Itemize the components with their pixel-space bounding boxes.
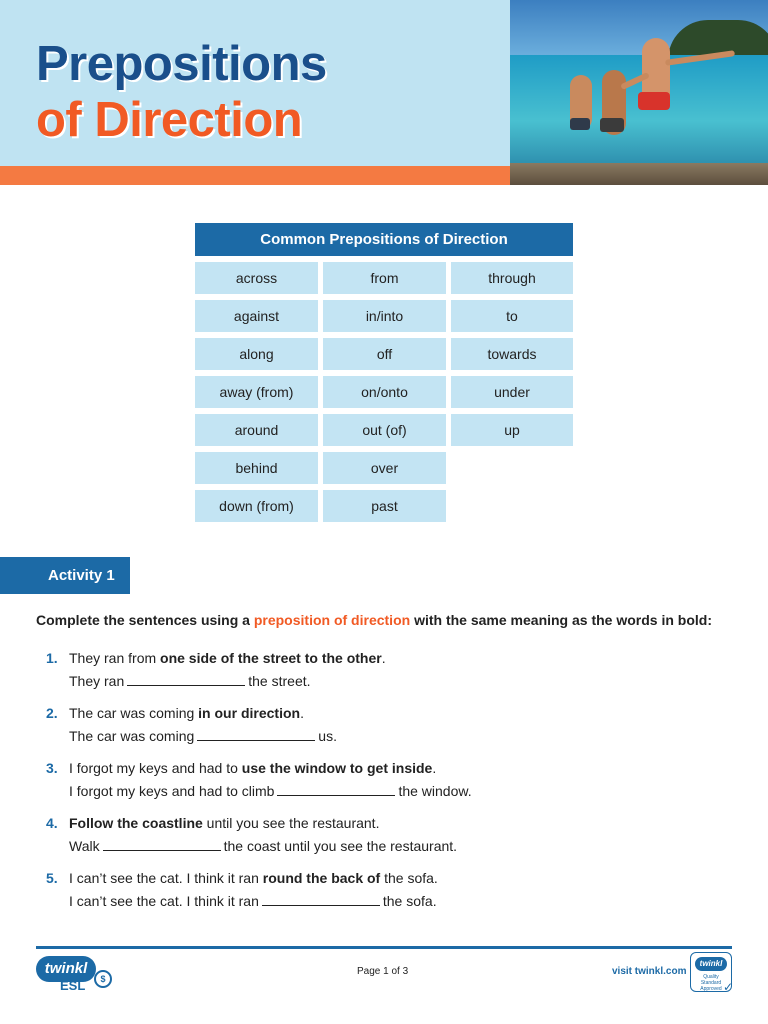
table-cell: off [323, 338, 446, 370]
table-cell: on/onto [323, 376, 446, 408]
prompt-text: The car was coming [69, 705, 199, 721]
question-prompt [69, 760, 436, 776]
instructions-text: with the same meaning as the words in bold: [410, 612, 713, 628]
question-number: 5. [46, 870, 58, 886]
page-number: Page 1 of 3 [357, 966, 409, 977]
photo-red-shorts [638, 92, 670, 110]
table-cell: behind [195, 452, 318, 484]
answer-blank[interactable] [103, 838, 221, 851]
table-cell: against [195, 300, 318, 332]
prompt-bold-phrase: Follow the coastline [69, 815, 203, 831]
prompt-text: . [300, 705, 304, 721]
table-cell: across [195, 262, 318, 294]
logo-circle-icon: $ [94, 970, 112, 988]
photo-dark-shorts [600, 118, 624, 132]
photo-navy-shorts [570, 118, 590, 130]
prompt-text: I forgot my keys and had to [69, 760, 242, 776]
instructions-text: Complete the sentences using a [36, 612, 254, 628]
answer-text: the street. [248, 673, 311, 689]
quality-standard-badge [690, 952, 732, 992]
question-answer-line [69, 838, 457, 854]
logo-cloud: twinkl [36, 956, 96, 982]
table-cell: over [323, 452, 446, 484]
table-cell-empty [451, 452, 573, 484]
instructions-highlight: preposition of direction [253, 612, 411, 628]
footer-divider [36, 946, 732, 949]
question-number: 3. [46, 760, 58, 776]
question-answer-line [69, 893, 437, 909]
table-cell: through [451, 262, 573, 294]
answer-text: Walk [69, 838, 100, 854]
header-orange-stripe [0, 166, 510, 185]
question-number: 4. [46, 815, 58, 831]
answer-text: the window. [398, 783, 472, 799]
table-cell: away (from) [195, 376, 318, 408]
question-prompt [69, 650, 386, 666]
prepositions-table [195, 223, 573, 522]
answer-text: I can’t see the cat. I think it ran [69, 893, 259, 909]
answer-blank[interactable] [127, 673, 245, 686]
prompt-text: I can’t see the cat. I think it ran [69, 870, 263, 886]
page-header [0, 0, 768, 185]
page-title [36, 36, 327, 148]
answer-text: us. [318, 728, 337, 744]
question-answer-line [69, 673, 311, 689]
table-cell: from [323, 262, 446, 294]
table-cell: under [451, 376, 573, 408]
table-cell: around [195, 414, 318, 446]
prompt-text: They ran from [69, 650, 161, 666]
answer-blank[interactable] [262, 893, 380, 906]
prompt-text: until you see the restaurant. [202, 815, 380, 831]
answer-blank[interactable] [197, 728, 315, 741]
question-item [36, 703, 736, 758]
activity-tab: Activity 1 [0, 557, 130, 594]
question-item [36, 648, 736, 703]
badge-logo: twinkl [695, 957, 727, 971]
table-cell: out (of) [323, 414, 446, 446]
table-cell: along [195, 338, 318, 370]
header-photo-children-jumping-into-pool [510, 0, 768, 185]
answer-text: I forgot my keys and had to climb [69, 783, 275, 799]
table-cell: past [323, 490, 446, 522]
photo-pool-water [510, 55, 768, 165]
table-grid [195, 262, 573, 522]
prompt-bold-phrase: in our direction [198, 705, 301, 721]
table-cell: down (from) [195, 490, 318, 522]
table-cell-empty [451, 490, 573, 522]
question-prompt [69, 870, 438, 886]
visit-link[interactable]: visit twinkl.com [612, 966, 687, 977]
answer-text: the sofa. [382, 893, 437, 909]
answer-blank[interactable] [277, 783, 395, 796]
logo-esl-text: ESL [60, 978, 86, 993]
table-cell: in/into [323, 300, 446, 332]
question-prompt [69, 705, 304, 721]
answer-text: The car was coming [69, 728, 195, 744]
question-answer-line [69, 783, 472, 799]
question-list [36, 648, 736, 923]
photo-pool-ledge [510, 163, 768, 185]
badge-text: Quality Standard Approved [700, 974, 722, 992]
prompt-bold-phrase: round the back of [262, 870, 381, 886]
twinkl-esl-logo[interactable] [36, 956, 114, 992]
table-cell: towards [451, 338, 573, 370]
question-number: 2. [46, 705, 58, 721]
answer-text: They ran [69, 673, 125, 689]
table-cell: to [451, 300, 573, 332]
table-cell: up [451, 414, 573, 446]
title-line-1: Prepositions [36, 37, 327, 91]
prompt-bold-phrase: one side of the street to the other [160, 650, 382, 666]
question-number: 1. [46, 650, 58, 666]
prompt-text: . [432, 760, 437, 776]
prompt-text: the sofa. [380, 870, 438, 886]
answer-text: the coast until you see the restaurant. [223, 838, 458, 854]
question-item [36, 813, 736, 868]
checkmark-icon: ✓ [722, 980, 733, 994]
title-line-2: of Direction [36, 93, 303, 147]
question-answer-line [69, 728, 337, 744]
activity-instructions [36, 612, 712, 628]
prompt-text: . [381, 650, 386, 666]
prompt-bold-phrase: use the window to get inside [241, 760, 433, 776]
question-prompt [69, 815, 379, 831]
table-heading: Common Prepositions of Direction [195, 223, 573, 256]
question-item [36, 758, 736, 813]
question-item [36, 868, 736, 923]
